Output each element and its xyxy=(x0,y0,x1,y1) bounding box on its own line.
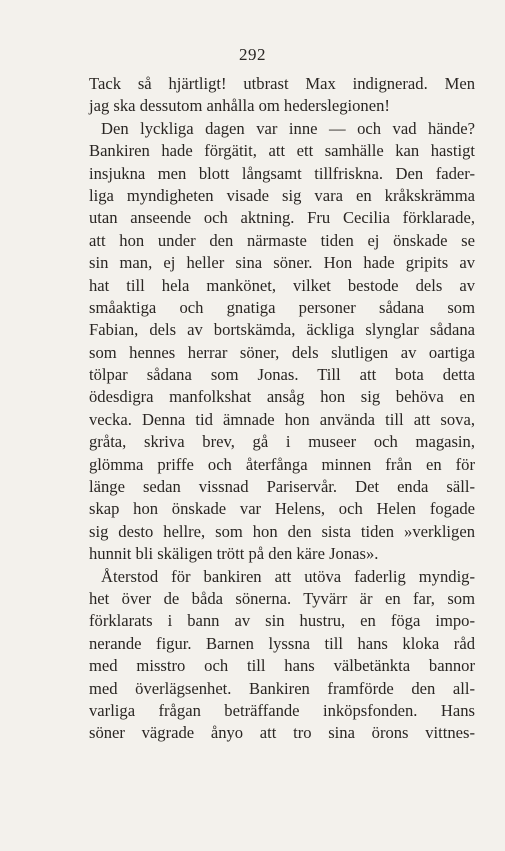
text-line: Den lyckliga dagen var inne — och vad hände? xyxy=(101,118,475,138)
text-line: hunnit bli skäligen trött på den käre Jonas». xyxy=(89,544,379,564)
text-line: jag ska dessutom anhålla om hederslegionen! xyxy=(89,96,390,116)
text-line: gråta, skriva brev, gå i museer och magasin, xyxy=(89,432,475,452)
text-line: skap hon önskade var Helens, och Helen fogade xyxy=(89,499,475,519)
text-line: hat till hela mankönet, vilket bestode dels av xyxy=(89,275,475,295)
text-line: ödesdigra manfolkshat ansåg hon sig behöva en xyxy=(89,387,475,407)
text-line: att hon under den närmaste tiden ej önskade se xyxy=(89,230,475,250)
text-line: tölpar sådana som Jonas. Till att bota detta xyxy=(89,365,475,385)
text-line: Bankiren hade förgätit, att ett samhälle kan hastigt xyxy=(89,141,475,161)
text-line: Tack så hjärtligt! utbrast Max indignerad. Men xyxy=(89,74,475,93)
text-line: med misstro och till hans välbetänkta bannor xyxy=(89,656,475,676)
text-line: med överlägsenhet. Bankiren framförde den all- xyxy=(89,678,475,698)
text-line: Fabian, dels av bortskämda, äckliga slynglar sådana xyxy=(89,320,475,340)
text-line: småaktiga och gnatiga personer sådana som xyxy=(89,297,475,317)
text-line: glömma priffe och återfånga minnen från en för xyxy=(89,454,475,474)
text-line: utan anseende och aktning. Fru Cecilia förklarade, xyxy=(89,208,475,228)
text-line: insjukna men blott långsamt tillfriskna. Den fader- xyxy=(89,163,475,183)
text-line: varliga frågan beträffande inköpsfonden. Hans xyxy=(89,700,475,720)
text-line: liga myndigheten visade sig vara en kråkskrämma xyxy=(89,185,475,205)
text-line: nerande figur. Barnen lyssna till hans kloka råd xyxy=(89,633,475,653)
page-number: 292 xyxy=(239,45,266,64)
text-line: vecka. Denna tid ämnade hon använda till att sova, xyxy=(89,409,475,429)
text-line: länge sedan vissnad Pariservår. Det enda säll- xyxy=(89,477,475,497)
text-line: söner vägrade ånyo att tro sina örons vittnes- xyxy=(89,723,475,743)
text-line: het över de båda sönerna. Tyvärr är en far, som xyxy=(89,588,475,608)
text-line: förklarats i bann av sin hustru, en föga impo- xyxy=(89,611,475,631)
body-text xyxy=(89,73,475,745)
text-line: sig desto hellre, som hon den sista tiden »verkligen xyxy=(89,521,475,541)
text-line: Återstod för bankiren att utöva faderlig myndig- xyxy=(101,566,475,586)
text-line: sin man, ej heller sina söner. Hon hade gripits av xyxy=(89,253,475,273)
text-line: som hennes herrar söner, dels slutligen av oartiga xyxy=(89,342,475,362)
